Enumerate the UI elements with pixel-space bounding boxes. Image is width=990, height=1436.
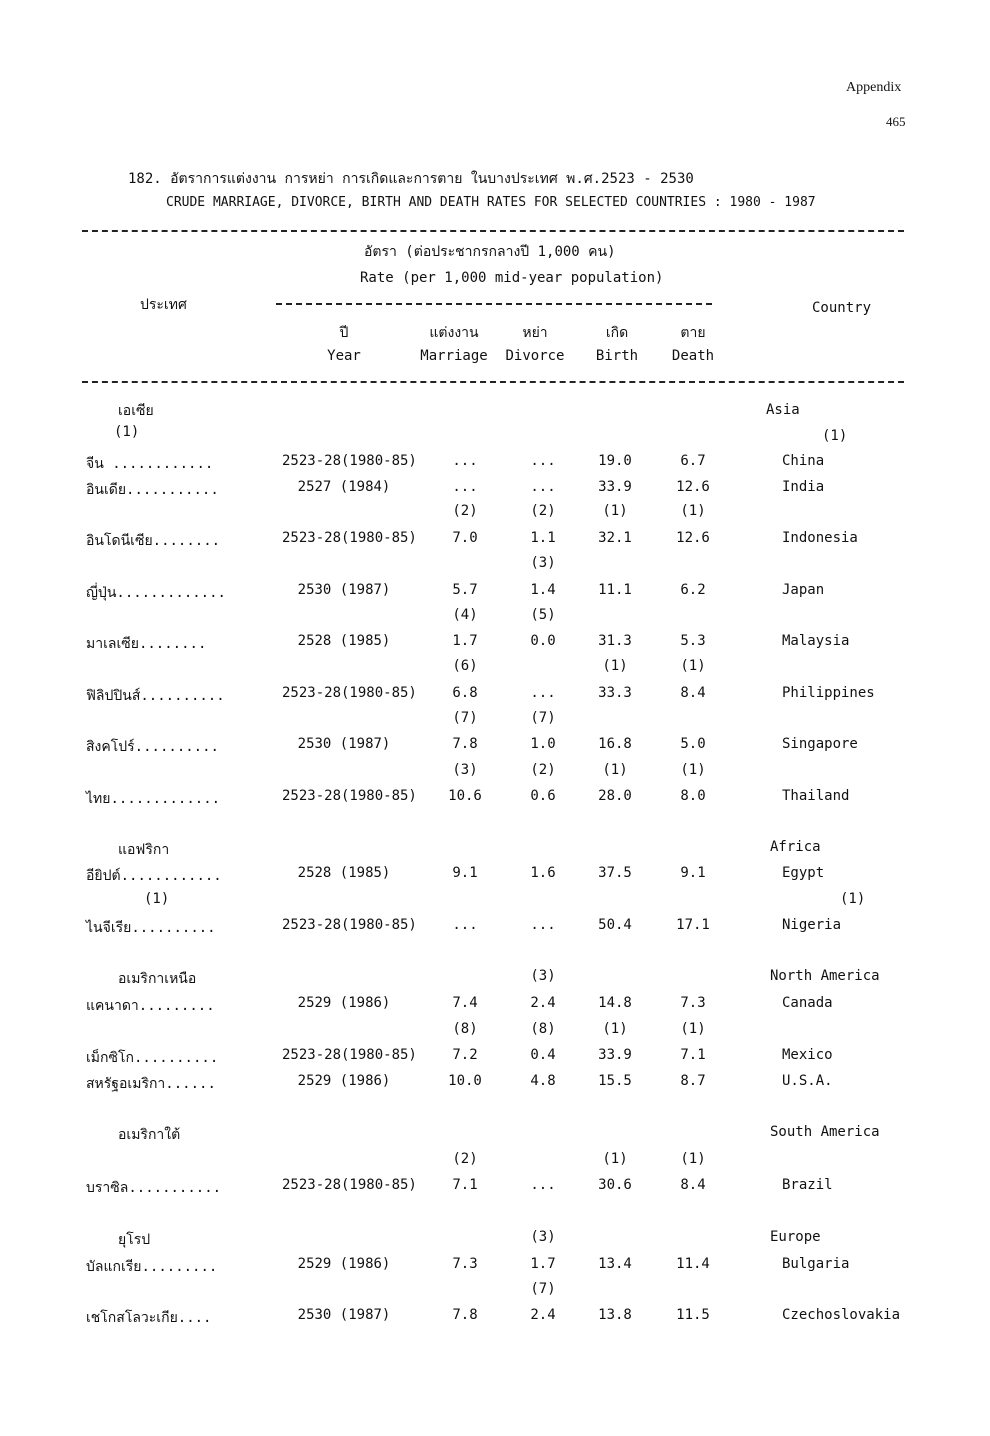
row-china-divorce: ...: [530, 453, 556, 469]
row-usa-en: U.S.A.: [782, 1073, 833, 1089]
note: (1): [144, 891, 170, 907]
header-rule: [82, 381, 904, 383]
row-mexico-year: 2523-28(1980-85): [282, 1047, 417, 1063]
row-philippines-death: 8.4: [680, 685, 706, 701]
note: (2): [530, 762, 556, 778]
country-header-en: Country: [812, 300, 872, 316]
row-indonesia-th: อินโดนีเซีย........: [86, 533, 221, 549]
row-nigeria-year: 2523-28(1980-85): [282, 917, 417, 933]
row-nigeria-divorce: ...: [530, 917, 556, 933]
section-europe-en: Europe: [770, 1229, 821, 1245]
note: (2): [452, 1151, 478, 1167]
year-header-en: Year: [327, 348, 361, 364]
row-japan-death: 6.2: [680, 582, 706, 598]
row-czechoslovakia-year: 2530 (1987): [297, 1307, 391, 1323]
row-malaysia-th: มาเลเซีย........: [86, 636, 207, 652]
birth-header-en: Birth: [595, 348, 639, 364]
row-brazil-th: บราซิล...........: [86, 1180, 222, 1196]
row-czechoslovakia-birth: 13.8: [598, 1307, 632, 1323]
row-thailand-year: 2523-28(1980-85): [282, 788, 417, 804]
row-egypt-birth: 37.5: [598, 865, 632, 881]
section-north-america-th: อเมริกาเหนือ: [118, 971, 197, 987]
rate-header-th: อัตรา (ต่อประชากรกลางปี 1,000 คน): [364, 244, 616, 260]
row-mexico-marriage: 7.2: [452, 1047, 478, 1063]
row-usa-birth: 15.5: [598, 1073, 632, 1089]
section-europe-th: ยุโรป: [118, 1232, 151, 1248]
note: (3): [530, 1229, 556, 1245]
row-philippines-year: 2523-28(1980-85): [282, 685, 417, 701]
note: (1): [680, 658, 706, 674]
row-malaysia-en: Malaysia: [782, 633, 850, 649]
row-brazil-year: 2523-28(1980-85): [282, 1177, 417, 1193]
row-czechoslovakia-en: Czechoslovakia: [782, 1307, 901, 1323]
row-thailand-death: 8.0: [680, 788, 706, 804]
row-japan-en: Japan: [782, 582, 825, 598]
divorce-header-en: Divorce: [505, 348, 565, 364]
note: (8): [452, 1021, 478, 1037]
rate-header-en: Rate (per 1,000 mid-year population): [360, 270, 664, 286]
row-china-marriage: ...: [452, 453, 478, 469]
row-brazil-marriage: 7.1: [452, 1177, 478, 1193]
row-mexico-birth: 33.9: [598, 1047, 632, 1063]
row-czechoslovakia-divorce: 2.4: [530, 1307, 556, 1323]
row-indonesia-birth: 32.1: [598, 530, 632, 546]
note: (1): [680, 1151, 706, 1167]
row-singapore-en: Singapore: [782, 736, 858, 752]
row-india-birth: 33.9: [598, 479, 632, 495]
row-singapore-th: สิงคโปร์..........: [86, 739, 219, 755]
row-canada-en: Canada: [782, 995, 833, 1011]
row-singapore-marriage: 7.8: [452, 736, 478, 752]
row-egypt-divorce: 1.6: [530, 865, 556, 881]
row-malaysia-divorce: 0.0: [530, 633, 556, 649]
row-thailand-birth: 28.0: [598, 788, 632, 804]
note: (7): [530, 710, 556, 726]
row-egypt-year: 2528 (1985): [297, 865, 391, 881]
row-egypt-th: อียิปต์............: [86, 868, 222, 884]
row-czechoslovakia-th: เชโกสโลวะเกีย....: [86, 1310, 212, 1326]
row-bulgaria-year: 2529 (1986): [297, 1256, 391, 1272]
section-asia-th: เอเซีย: [118, 403, 154, 419]
row-singapore-divorce: 1.0: [530, 736, 556, 752]
row-china-en: China: [782, 453, 825, 469]
note: (7): [530, 1281, 556, 1297]
row-canada-birth: 14.8: [598, 995, 632, 1011]
row-nigeria-birth: 50.4: [598, 917, 632, 933]
row-philippines-divorce: ...: [530, 685, 556, 701]
section-africa-th: แอฟริกา: [118, 842, 170, 858]
note: (3): [530, 968, 556, 984]
row-usa-divorce: 4.8: [530, 1073, 556, 1089]
row-singapore-death: 5.0: [680, 736, 706, 752]
row-bulgaria-divorce: 1.7: [530, 1256, 556, 1272]
note: (1): [602, 503, 628, 519]
note: (1): [602, 658, 628, 674]
row-bulgaria-en: Bulgaria: [782, 1256, 850, 1272]
row-china-birth: 19.0: [598, 453, 632, 469]
note: (6): [452, 658, 478, 674]
note: (1): [680, 503, 706, 519]
row-bulgaria-th: บัลแกเรีย.........: [86, 1259, 218, 1275]
row-indonesia-divorce: 1.1: [530, 530, 556, 546]
row-japan-birth: 11.1: [598, 582, 632, 598]
section-asia-note-en: (1): [822, 428, 848, 444]
row-mexico-divorce: 0.4: [530, 1047, 556, 1063]
note: (2): [452, 503, 478, 519]
row-malaysia-birth: 31.3: [598, 633, 632, 649]
row-malaysia-death: 5.3: [680, 633, 706, 649]
note: (8): [530, 1021, 556, 1037]
death-header-th: ตาย: [680, 325, 706, 341]
divorce-header-th: หย่า: [522, 325, 548, 341]
note: (3): [452, 762, 478, 778]
note: (5): [530, 607, 556, 623]
note: (1): [680, 1021, 706, 1037]
row-china-year: 2523-28(1980-85): [282, 453, 417, 469]
row-usa-year: 2529 (1986): [297, 1073, 391, 1089]
row-egypt-en: Egypt: [782, 865, 825, 881]
row-mexico-th: เม็กซิโก..........: [86, 1050, 219, 1066]
note: (4): [452, 607, 478, 623]
marriage-header-en: Marriage: [420, 348, 488, 364]
row-malaysia-year: 2528 (1985): [297, 633, 391, 649]
row-canada-marriage: 7.4: [452, 995, 478, 1011]
row-brazil-birth: 30.6: [598, 1177, 632, 1193]
note: (1): [602, 1021, 628, 1037]
row-china-th: จีน ............: [86, 456, 214, 472]
row-india-marriage: ...: [452, 479, 478, 495]
row-china-death: 6.7: [680, 453, 706, 469]
row-canada-year: 2529 (1986): [297, 995, 391, 1011]
row-bulgaria-marriage: 7.3: [452, 1256, 478, 1272]
row-brazil-en: Brazil: [782, 1177, 833, 1193]
row-indonesia-en: Indonesia: [782, 530, 858, 546]
row-brazil-divorce: ...: [530, 1177, 556, 1193]
note: (1): [602, 762, 628, 778]
row-egypt-death: 9.1: [680, 865, 706, 881]
row-india-divorce: ...: [530, 479, 556, 495]
row-india-en: India: [782, 479, 825, 495]
note: (7): [452, 710, 478, 726]
row-india-death: 12.6: [676, 479, 710, 495]
row-brazil-death: 8.4: [680, 1177, 706, 1193]
row-thailand-divorce: 0.6: [530, 788, 556, 804]
note: (3): [530, 555, 556, 571]
row-japan-marriage: 5.7: [452, 582, 478, 598]
row-indonesia-death: 12.6: [676, 530, 710, 546]
section-north-america-en: North America: [770, 968, 880, 984]
row-philippines-marriage: 6.8: [452, 685, 478, 701]
row-japan-divorce: 1.4: [530, 582, 556, 598]
top-rule: [82, 230, 904, 232]
row-nigeria-death: 17.1: [676, 917, 710, 933]
row-india-year: 2527 (1984): [297, 479, 391, 495]
row-usa-th: สหรัฐอเมริกา......: [86, 1076, 216, 1092]
row-mexico-death: 7.1: [680, 1047, 706, 1063]
row-malaysia-marriage: 1.7: [452, 633, 478, 649]
row-mexico-en: Mexico: [782, 1047, 833, 1063]
rate-rule: [276, 303, 712, 305]
row-singapore-year: 2530 (1987): [297, 736, 391, 752]
row-japan-th: ญี่ปุ่น.............: [86, 585, 226, 601]
death-header-en: Death: [671, 348, 715, 364]
row-egypt-marriage: 9.1: [452, 865, 478, 881]
row-japan-year: 2530 (1987): [297, 582, 391, 598]
section-asia-note-th: (1): [114, 424, 140, 440]
appendix-label: Appendix: [846, 80, 902, 95]
row-usa-marriage: 10.0: [448, 1073, 482, 1089]
table-title-en: CRUDE MARRIAGE, DIVORCE, BIRTH AND DEATH RATES FOR SELECTED COUNTRIES : 1980 - 1987: [166, 195, 816, 210]
section-south-america-th: อเมริกาใต้: [118, 1127, 181, 1143]
table-title-th: 182. อัตราการแต่งงาน การหย่า การเกิดและการตาย ในบางประเทศ พ.ศ.2523 - 2530: [128, 171, 694, 187]
row-bulgaria-birth: 13.4: [598, 1256, 632, 1272]
country-header-th: ประเทศ: [140, 297, 187, 313]
row-thailand-marriage: 10.6: [448, 788, 482, 804]
section-south-america-en: South America: [770, 1124, 880, 1140]
row-nigeria-th: ไนจีเรีย..........: [86, 920, 216, 936]
row-czechoslovakia-death: 11.5: [676, 1307, 710, 1323]
row-philippines-th: ฟิลิปปินส์..........: [86, 688, 225, 704]
row-philippines-birth: 33.3: [598, 685, 632, 701]
row-indonesia-year: 2523-28(1980-85): [282, 530, 417, 546]
row-singapore-birth: 16.8: [598, 736, 632, 752]
row-canada-th: แคนาดา.........: [86, 998, 215, 1014]
row-czechoslovakia-marriage: 7.8: [452, 1307, 478, 1323]
row-nigeria-marriage: ...: [452, 917, 478, 933]
row-nigeria-en: Nigeria: [782, 917, 842, 933]
row-thailand-en: Thailand: [782, 788, 850, 804]
note: (2): [530, 503, 556, 519]
row-bulgaria-death: 11.4: [676, 1256, 710, 1272]
note: (1): [680, 762, 706, 778]
row-india-th: อินเดีย...........: [86, 482, 219, 498]
row-canada-divorce: 2.4: [530, 995, 556, 1011]
row-philippines-en: Philippines: [782, 685, 875, 701]
row-usa-death: 8.7: [680, 1073, 706, 1089]
year-header-th: ปี: [339, 325, 349, 341]
row-thailand-th: ไทย.............: [86, 791, 221, 807]
row-indonesia-marriage: 7.0: [452, 530, 478, 546]
section-africa-en: Africa: [770, 839, 821, 855]
section-asia-en: Asia: [766, 402, 800, 418]
note: (1): [602, 1151, 628, 1167]
birth-header-th: เกิด: [605, 325, 629, 341]
row-canada-death: 7.3: [680, 995, 706, 1011]
page-number: 465: [886, 114, 906, 129]
marriage-header-th: แต่งงาน: [429, 325, 479, 341]
note: (1): [840, 891, 866, 907]
